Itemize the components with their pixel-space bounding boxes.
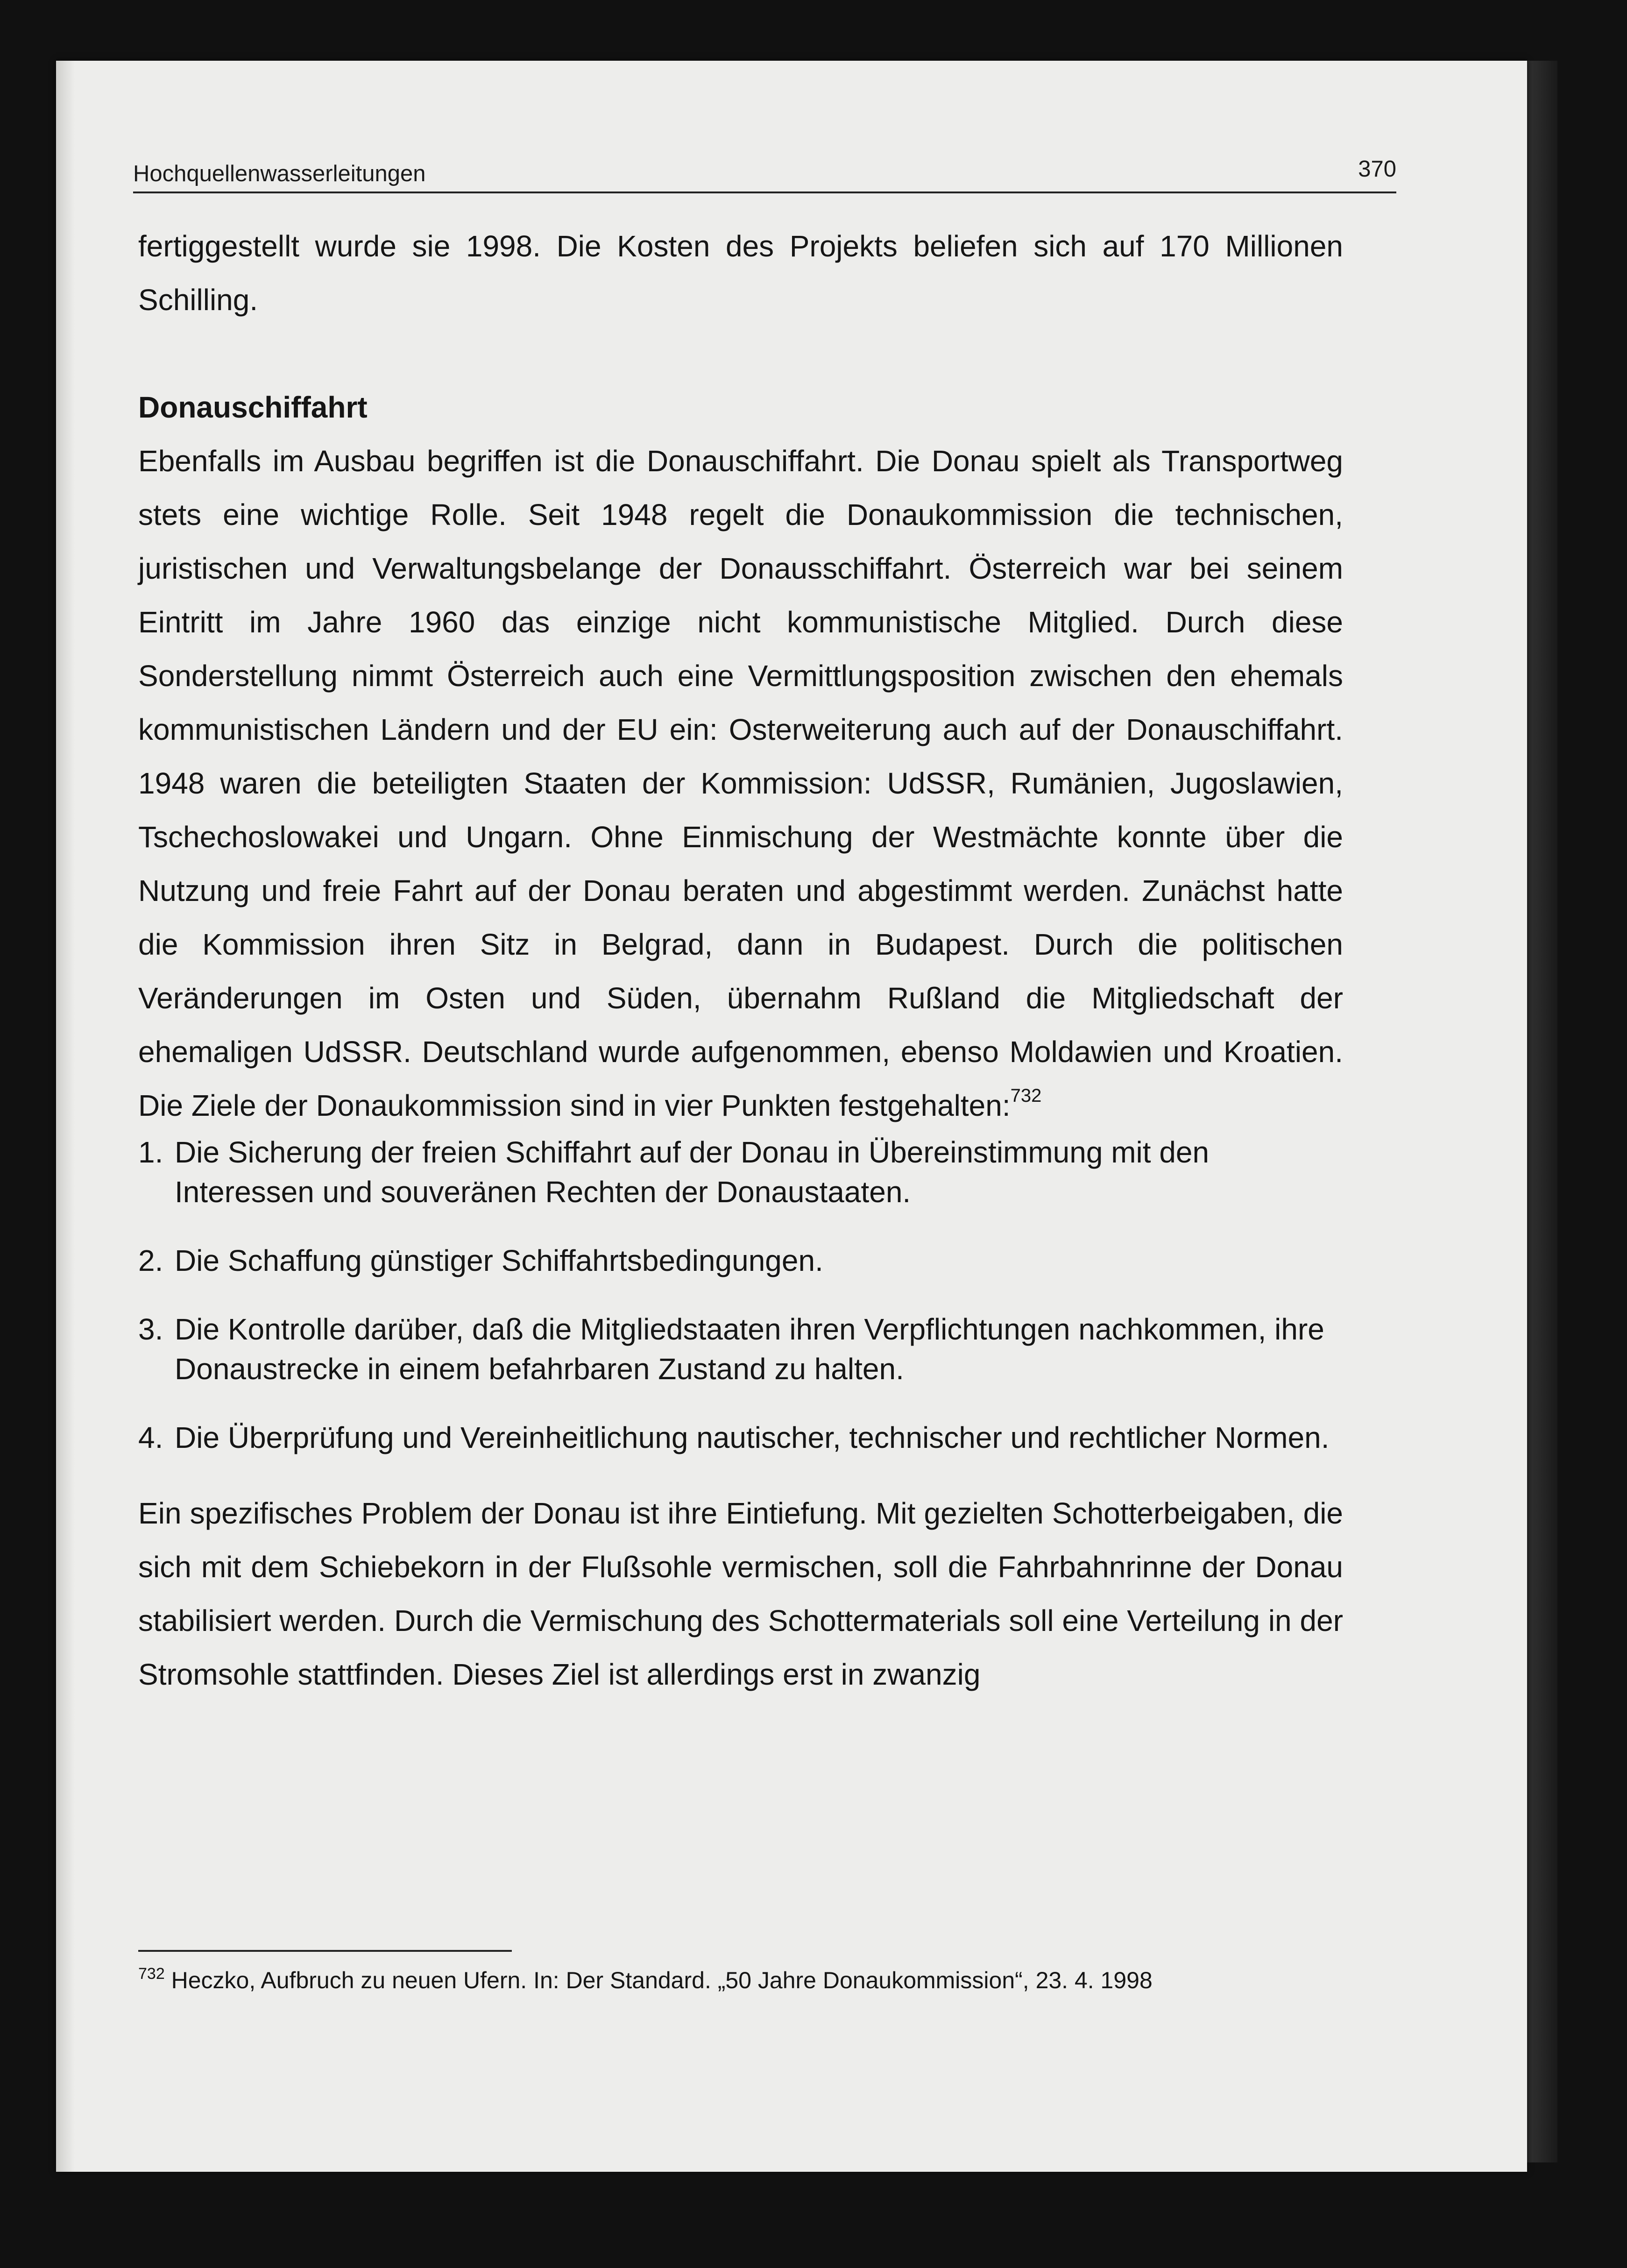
list-item-number: 2. [138, 1244, 163, 1277]
list-item-number: 3. [138, 1312, 163, 1346]
header-title: Hochquellenwasserleitungen [133, 161, 426, 186]
running-header [133, 135, 1396, 193]
section-heading: Donauschiffahrt [138, 390, 368, 424]
spacer [138, 327, 1343, 381]
list-item-number: 4. [138, 1421, 163, 1454]
list-item-text: Die Kontrolle darüber, daß die Mitgliedstaaten ihren Verpflichtungen nachkommen, ihre Donaustrecke in einem befahrbaren Zustand zu halten. [175, 1312, 1324, 1386]
page-number: 370 [1358, 156, 1396, 182]
footnote-reference: 732 [1010, 1085, 1042, 1106]
page-binding-edge [56, 61, 75, 2172]
intro-paragraph: fertiggestellt wurde sie 1998. Die Kosten des Projekts beliefen sich auf 170 Millionen Schilling. [138, 229, 1343, 317]
footnote-number: 732 [138, 1965, 165, 1983]
closing-paragraph: Ein spezifisches Problem der Donau ist ihre Eintiefung. Mit gezielten Schotterbeigaben, die sich mit dem Schiebekorn in der Flußsohle vermischen, soll die Fahrbahnrinne der Donau stabilisiert werden. Durch die Vermischung des Schottermaterials soll eine Verteilung in der Stromsohle stattfinden. Dieses Ziel ist allerdings erst in zwanzig [138, 1496, 1343, 1691]
list-item [138, 1241, 1343, 1281]
main-text [138, 220, 1343, 1701]
footnote [138, 1964, 1352, 1997]
list-item-text: Die Überprüfung und Vereinheitlichung nautischer, technischer und rechtlicher Normen. [175, 1421, 1330, 1454]
list-item-text: Die Sicherung der freien Schiffahrt auf der Donau in Übereinstimmung mit den Interessen und souveränen Rechten der Donaustaaten. [175, 1135, 1210, 1209]
footnote-divider [138, 1950, 512, 1952]
goals-list [138, 1133, 1343, 1458]
list-item-number: 1. [138, 1135, 163, 1169]
main-paragraph-text: Ebenfalls im Ausbau begriffen ist die Donauschiffahrt. Die Donau spielt als Transportweg stets eine wichtige Rolle. Seit 1948 regelt die Donaukommission die technischen, juristischen und Verwaltungsbelange der Donausschiffahrt. Österreich war bei seinem Eintritt im Jahre 1960 das einzige nicht kommunistische Mitglied. Durch diese Sonderstellung nimmt Österreich auch eine Vermittlungsposition zwischen den ehemals kommunistischen Ländern und der EU ein: Osterweiterung auch auf der Donauschiffahrt. 1948 waren die beteiligten Staaten der Kommission: UdSSR, Rumänien, Jugoslawien, Tschechoslowakei und Ungarn. Ohne Einmischung der Westmächte konnte über die Nutzung und freie Fahrt auf der Donau beraten und abgestimmt werden. Zunächst hatte die Kommission ihren Sitz in Belgrad, dann in Budapest. Durch die politischen Veränderungen im Osten und Süden, übernahm Rußland die Mitgliedschaft der ehemaligen UdSSR. Deutschland wurde aufgenommen, ebenso Moldawien und Kroatien. Die Ziele der Donaukommission sind in vier Punkten festgehalten: [138, 444, 1343, 1122]
footnote-text: Heczko, Aufbruch zu neuen Ufern. In: Der Standard. „50 Jahre Donaukommission“, 23. 4. 1998 [171, 1967, 1153, 1993]
list-item [138, 1133, 1343, 1212]
list-item [138, 1310, 1343, 1389]
main-paragraph [138, 434, 1343, 1133]
list-item-text: Die Schaffung günstiger Schiffahrtsbedingungen. [175, 1244, 823, 1277]
list-item [138, 1418, 1343, 1458]
